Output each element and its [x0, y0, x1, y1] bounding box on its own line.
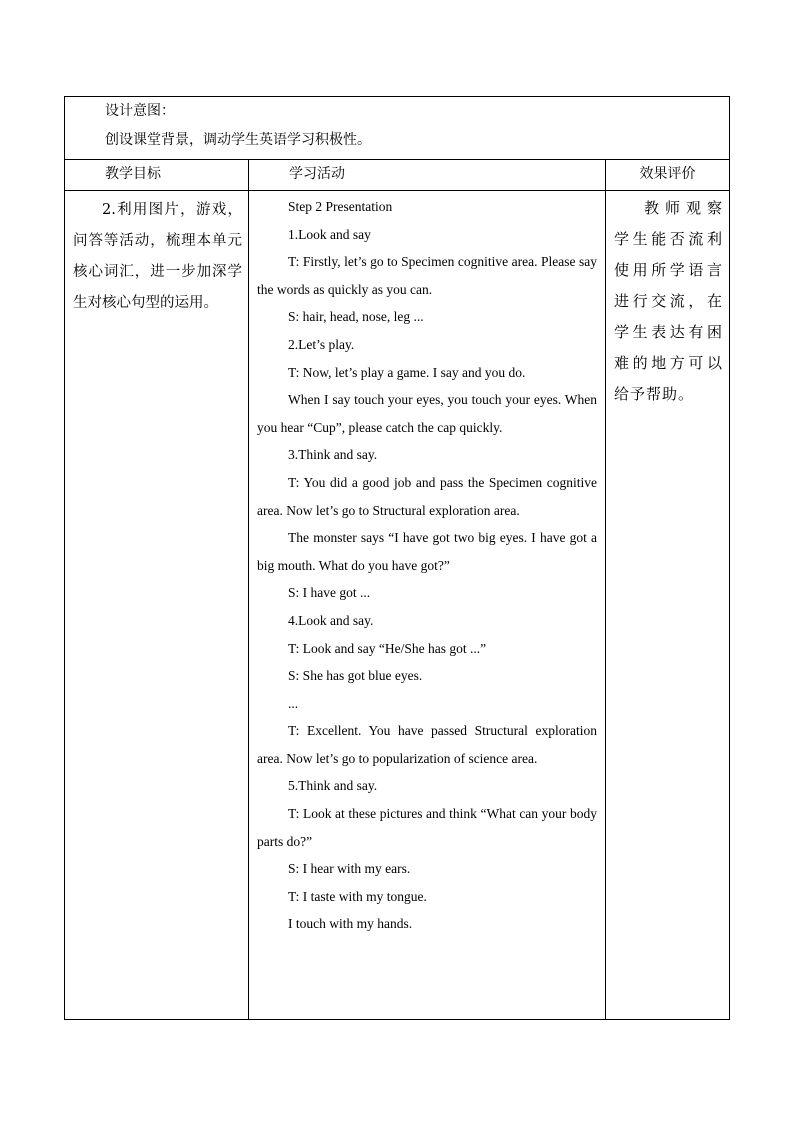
- activity-line: 2.Let’s play.: [288, 336, 355, 352]
- activity-line: S: hair, head, nose, leg ...: [288, 309, 424, 325]
- activity-line: 4.Look and say.: [288, 612, 374, 628]
- header-learning-activity: 学习活动: [249, 160, 606, 191]
- lesson-plan-table: [64, 96, 730, 1020]
- header-evaluation: 效果评价: [606, 160, 730, 191]
- activity-line: T: Look at these pictures and think “What can your body parts do?”: [257, 806, 597, 849]
- table-header-row: [65, 160, 730, 191]
- content-row: [65, 191, 730, 1020]
- activity-line: 1.Look and say: [288, 226, 371, 242]
- activity-line: I touch with my hands.: [288, 916, 413, 932]
- activity-line: S: I have got ...: [288, 585, 371, 601]
- activity-line: 3.Think and say.: [288, 447, 378, 463]
- design-intent-row: [65, 97, 730, 160]
- activity-line: S: She has got blue eyes.: [288, 668, 423, 684]
- activity-line: T: I taste with my tongue.: [288, 888, 427, 904]
- teaching-goal-cell: [65, 191, 249, 1020]
- design-intent-text: 创设课堂背景，调动学生英语学习积极性。: [105, 132, 371, 148]
- activity-line: S: I hear with my ears.: [288, 861, 411, 877]
- activity-line: ...: [288, 695, 299, 711]
- activity-line: 5.Think and say.: [288, 778, 378, 794]
- evaluation-cell: [606, 191, 730, 1020]
- activity-line: T: Now, let’s play a game. I say and you do.: [288, 364, 526, 380]
- design-intent-cell: [65, 97, 730, 160]
- header-teaching-goal: 教学目标: [65, 160, 249, 191]
- evaluation-text: 教师观察学生能否流利使用所学语言进行交流，在学生表达有困难的地方可以给予帮助。: [614, 199, 724, 403]
- activity-line: When I say touch your eyes, you touch your eyes. When you hear “Cup”, please catch the cap quickly.: [257, 392, 597, 435]
- activity-line: T: Look and say “He/She has got ...”: [288, 640, 487, 656]
- activity-line: The monster says “I have got two big eyes. I have got a big mouth. What do you have got?”: [257, 530, 597, 573]
- design-intent-heading: 设计意图：: [105, 103, 175, 119]
- learning-activity-cell: [249, 191, 606, 1020]
- activity-line: Step 2 Presentation: [288, 199, 393, 214]
- teaching-goal-text: 2.利用图片，游戏，问答等活动，梳理本单元核心词汇，进一步加深学生对核心句型的运用。: [73, 202, 242, 311]
- activity-line: T: You did a good job and pass the Specimen cognitive area. Now let’s go to Structural exploration area.: [257, 474, 597, 518]
- activity-line: T: Excellent. You have passed Structural exploration area. Now let’s go to popularization of science area.: [257, 723, 597, 766]
- activity-line: T: Firstly, let’s go to Specimen cognitive area. Please say the words as quickly as you can.: [257, 254, 597, 297]
